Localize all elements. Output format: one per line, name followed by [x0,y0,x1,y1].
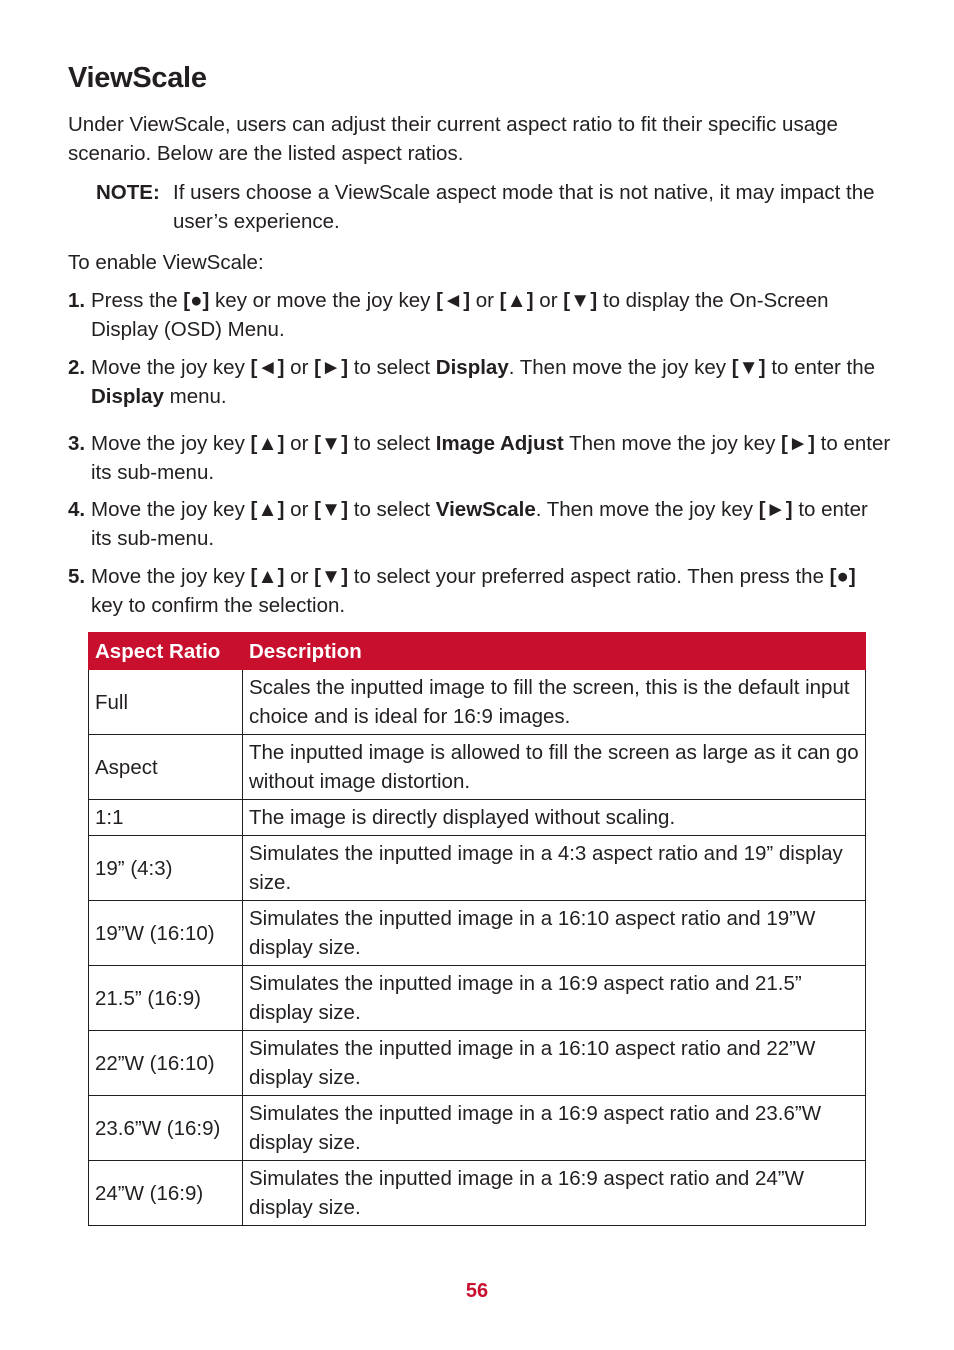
step-number: 5. [68,565,86,588]
description-cell: Scales the inputted image to fill the screen, this is the default input choice and is ideal for 16:9 images. [243,670,866,735]
note-text: If users choose a ViewScale aspect mode that is not native, it may impact the user’s experience. [173,181,875,233]
description-cell: Simulates the inputted image in a 16:9 aspect ratio and 21.5” display size. [243,966,866,1031]
step-text: Press the [●] key or move the joy key [◄] or [▲] or [▼] to display the On-Screen Display (OSD) Menu. [91,289,829,341]
table-row [89,1096,866,1161]
step-text: Move the joy key [◄] or [►] to select Display. Then move the joy key [▼] to enter the Display menu. [91,356,876,408]
step-number: 1. [68,289,86,312]
intro-paragraph: Under ViewScale, users can adjust their current aspect ratio to fit their specific usage scenario. Below are the listed aspect ratios. [68,113,838,165]
description-cell: Simulates the inputted image in a 16:9 aspect ratio and 23.6”W display size. [243,1096,866,1161]
step-number: 4. [68,498,86,521]
aspect-ratio-cell: 21.5” (16:9) [89,966,243,1031]
table-row [89,836,866,901]
enable-instruction: To enable ViewScale: [68,251,264,274]
aspect-ratio-cell: 22”W (16:10) [89,1031,243,1096]
aspect-ratio-cell: 19”W (16:10) [89,901,243,966]
page-number: 56 [465,1280,489,1302]
table-row [89,901,866,966]
step-text: Move the joy key [▲] or [▼] to select ViewScale. Then move the joy key [►] to enter its sub-menu. [91,498,868,550]
aspect-ratio-cell: 1:1 [89,800,243,836]
table-row [89,966,866,1031]
header-aspect-ratio: Aspect Ratio [89,633,243,670]
table-row [89,670,866,735]
table-row [89,1161,866,1226]
description-cell: Simulates the inputted image in a 4:3 aspect ratio and 19” display size. [243,836,866,901]
table-header-row [89,633,866,670]
step-text: Move the joy key [▲] or [▼] to select your preferred aspect ratio. Then press the [●] key to confirm the selection. [91,565,856,617]
aspect-ratio-cell: Aspect [89,735,243,800]
table-row [89,800,866,836]
aspect-ratio-cell: 24”W (16:9) [89,1161,243,1226]
step-number: 2. [68,356,86,379]
description-cell: Simulates the inputted image in a 16:10 aspect ratio and 22”W display size. [243,1031,866,1096]
step-number: 3. [68,432,86,455]
step-text: Move the joy key [▲] or [▼] to select Image Adjust Then move the joy key [►] to enter its sub-menu. [91,432,891,484]
aspect-ratio-cell: Full [89,670,243,735]
description-cell: The image is directly displayed without scaling. [243,800,866,836]
aspect-ratio-table [88,632,866,1226]
table-row [89,1031,866,1096]
description-cell: Simulates the inputted image in a 16:10 aspect ratio and 19”W display size. [243,901,866,966]
header-description: Description [243,633,866,670]
table-row [89,735,866,800]
aspect-ratio-cell: 19” (4:3) [89,836,243,901]
description-cell: The inputted image is allowed to fill the screen as large as it can go without image distortion. [243,735,866,800]
section-title: ViewScale [68,62,207,94]
description-cell: Simulates the inputted image in a 16:9 aspect ratio and 24”W display size. [243,1161,866,1226]
note-label: NOTE: [96,181,160,204]
aspect-ratio-cell: 23.6”W (16:9) [89,1096,243,1161]
